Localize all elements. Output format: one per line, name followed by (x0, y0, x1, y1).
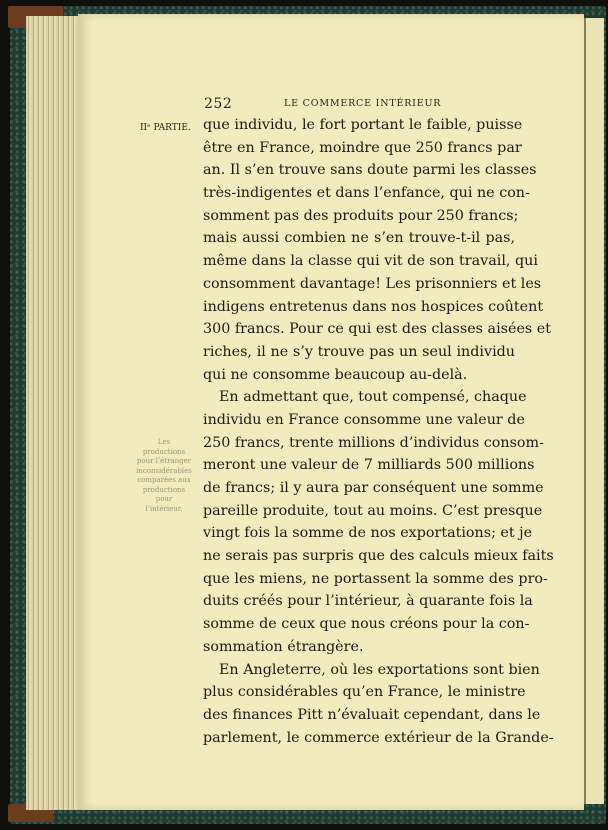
text-line: parlement, le commerce extérieur de la Grande- (203, 729, 554, 746)
text-line: même dans la classe qui vit de son travail, qui (203, 253, 538, 270)
text-line: En admettant que, tout compensé, chaque (219, 389, 527, 406)
text-line: En Angleterre, où les exportations sont bien (219, 661, 540, 678)
text-line: vingt fois la somme de nos exportations; et je (203, 525, 533, 542)
text-line: somment pas des produits pour 250 francs; (203, 207, 519, 224)
text-line: plus considérables qu’en France, le ministre (203, 684, 526, 701)
text-line: 300 francs. Pour ce qui est des classes aisées et (203, 321, 551, 338)
margin-note-line: inconsidérables (136, 466, 192, 475)
page-edges (26, 16, 82, 810)
text-line: ne serais pas surpris que des calculs mieux faits (203, 548, 554, 565)
text-line: consomment davantage! Les prisonniers et les (203, 275, 542, 292)
body-text (203, 114, 554, 749)
text-line: individu en France consomme une valeur de (203, 411, 525, 428)
text-line: mais aussi combien ne s’en trouve-t-il pas, (203, 230, 515, 247)
text-line: que individu, le fort portant le faible, puisse (203, 117, 523, 133)
margin-note-line: comparées aux (137, 476, 191, 484)
text-line: indigens entretenus dans nos hospices coûtent (203, 298, 544, 315)
text-line: riches, il ne s’y trouve pas un seul individu (203, 343, 515, 360)
margin-note-line: pour l’étranger (136, 457, 192, 465)
section-side-label: IIᵉ PARTIE. (140, 123, 191, 133)
margin-note-line: Les (157, 438, 171, 446)
margin-note-line: productions (142, 447, 186, 456)
text-line: des finances Pitt n’évaluait cependant, dans le (203, 706, 541, 723)
margin-note-line: productions (142, 485, 186, 494)
text-line: somme de ceux que nous créons pour la con- (203, 616, 530, 633)
margin-note-line: l’intérieur. (145, 504, 183, 513)
margin-note (132, 438, 196, 514)
text-line: meront une valeur de 7 milliards 500 millions (203, 457, 535, 474)
facing-page-edge (584, 18, 604, 804)
text-line: 250 francs, trente millions d’individus consom- (203, 434, 544, 451)
running-title: LE COMMERCE INTÉRIEUR (284, 98, 442, 109)
text-line: être en France, moindre que 250 francs par (203, 139, 522, 156)
text-line: sommation étrangère. (203, 638, 364, 655)
text-line: an. Il s’en trouve sans doute parmi les classes (203, 162, 537, 179)
text-line: très-indigentes et dans l’enfance, qui ne con- (203, 185, 530, 202)
text-line: que les miens, ne portassent la somme des pro- (203, 570, 548, 587)
text-line: de francs; il y aura par conséquent une somme (203, 480, 544, 496)
margin-note-line: pour (155, 495, 173, 503)
page-header (200, 96, 520, 114)
page-number: 252 (204, 96, 233, 112)
text-line: pareille produite, tout au moins. C’est presque (203, 502, 543, 519)
text-line: duits créés pour l’intérieur, à quarante fois la (203, 593, 533, 610)
text-line: qui ne consomme beaucoup au-delà. (203, 366, 468, 383)
